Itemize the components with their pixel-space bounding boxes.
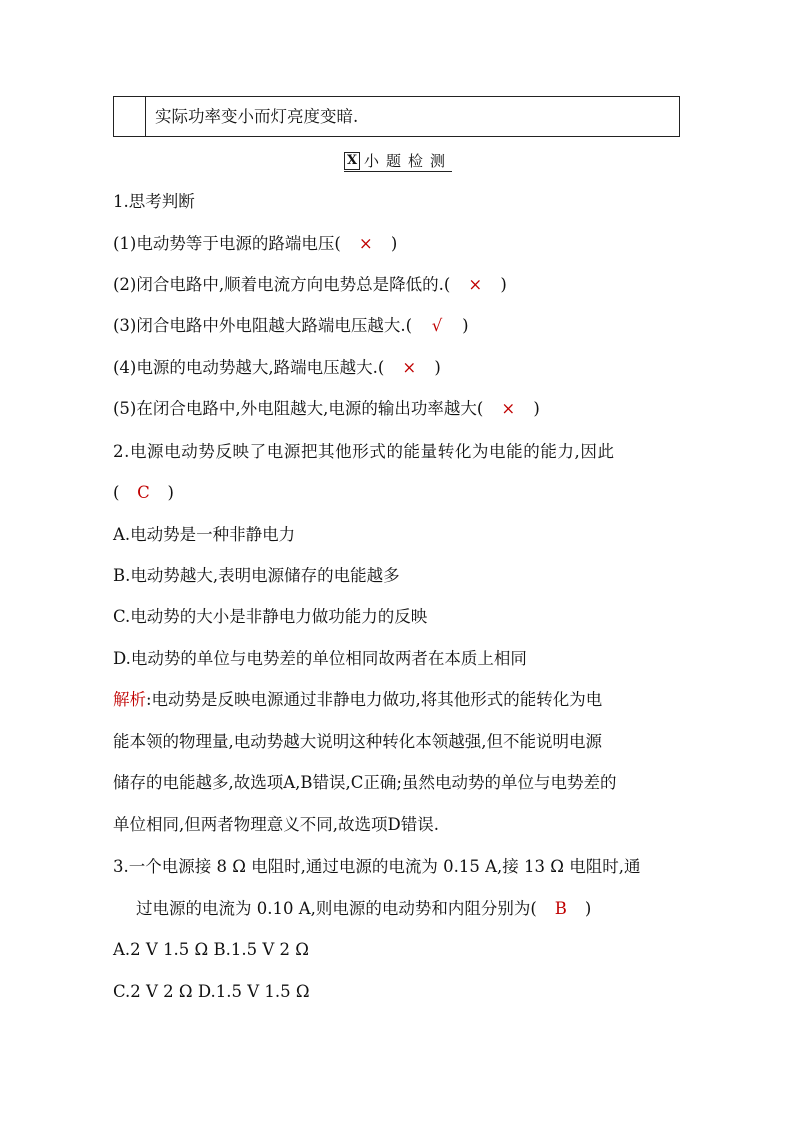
q2-analysis-line-2: 能本领的物理量,电动势越大说明这种转化本领越强,但不能说明电源 <box>113 732 602 751</box>
q3-answer: B <box>554 899 567 918</box>
q1-item-2 <box>113 275 507 295</box>
q1-answer-mark: × <box>358 234 373 253</box>
analysis-label: 解析 <box>113 690 146 709</box>
close-paren: ) <box>584 899 592 918</box>
q1-item-text: (4)电源的电动势越大,路端电压越大.( <box>113 358 385 377</box>
q1-answer-mark: × <box>468 275 483 294</box>
close-paren: ) <box>500 275 507 294</box>
table-empty-cell <box>114 97 146 136</box>
section-heading <box>344 151 452 172</box>
q2-option-a: A.电动势是一种非静电力 <box>113 525 296 544</box>
close-paren: ) <box>167 483 174 502</box>
table-cell-text: 实际功率变小而灯亮度变暗. <box>155 107 359 126</box>
q2-analysis-line-4: 单位相同,但两者物理意义不同,故选项D错误. <box>113 815 439 834</box>
analysis-text: :电动势是反映电源通过非静电力做功,将其他形式的能转化为电 <box>146 690 603 709</box>
q2-option-d: D.电动势的单位与电势差的单位相同故两者在本质上相同 <box>113 649 527 668</box>
q1-item-4 <box>113 358 441 378</box>
q1-title: 1.思考判断 <box>113 192 195 211</box>
continuation-table-row <box>113 96 680 137</box>
q1-answer-mark: × <box>402 358 417 377</box>
q1-item-text: (3)闭合电路中外电阻越大路端电压越大.( <box>113 316 413 335</box>
close-paren: ) <box>462 316 469 335</box>
q1-item-text: (2)闭合电路中,顺着电流方向电势总是降低的.( <box>113 275 451 294</box>
q1-item-1 <box>113 234 397 254</box>
q1-item-5 <box>113 399 540 419</box>
q3-stem-text: 过电源的电流为 0.10 A,则电源的电动势和内阻分别为( <box>136 899 537 918</box>
q2-answer: C <box>137 483 150 502</box>
q3-options-line-1: A.2 V 1.5 Ω B.1.5 V 2 Ω <box>113 940 309 959</box>
q1-item-text: (1)电动势等于电源的路端电压( <box>113 234 341 253</box>
q3-options-line-2: C.2 V 2 Ω D.1.5 V 1.5 Ω <box>113 982 310 1001</box>
q2-answer-line <box>113 483 174 503</box>
q1-answer-mark: √ <box>431 316 443 335</box>
close-paren: ) <box>533 399 540 418</box>
q3-stem-line-2 <box>136 899 591 919</box>
q2-option-c: C.电动势的大小是非静电力做功能力的反映 <box>113 607 428 626</box>
q2-analysis-line-3: 储存的电能越多,故选项A,B错误,C正确;虽然电动势的单位与电势差的 <box>113 773 617 792</box>
close-paren: ) <box>434 358 441 377</box>
q1-item-3 <box>113 316 469 336</box>
q2-stem: 2.电源电动势反映了电源把其他形式的能量转化为电能的能力,因此 <box>113 442 615 461</box>
open-paren: ( <box>113 483 120 502</box>
q2-option-b: B.电动势越大,表明电源储存的电能越多 <box>113 566 400 585</box>
section-x-icon: X <box>344 152 360 170</box>
q1-item-text: (5)在闭合电路中,外电阻越大,电源的输出功率越大( <box>113 399 484 418</box>
q1-answer-mark: × <box>501 399 516 418</box>
section-title: 小题检测 <box>364 152 453 170</box>
close-paren: ) <box>390 234 398 253</box>
q2-analysis-line-1 <box>113 690 602 710</box>
q3-stem-line-1: 3.一个电源接 8 Ω 电阻时,通过电源的电流为 0.15 A,接 13 Ω 电阻时,通 <box>113 857 641 876</box>
